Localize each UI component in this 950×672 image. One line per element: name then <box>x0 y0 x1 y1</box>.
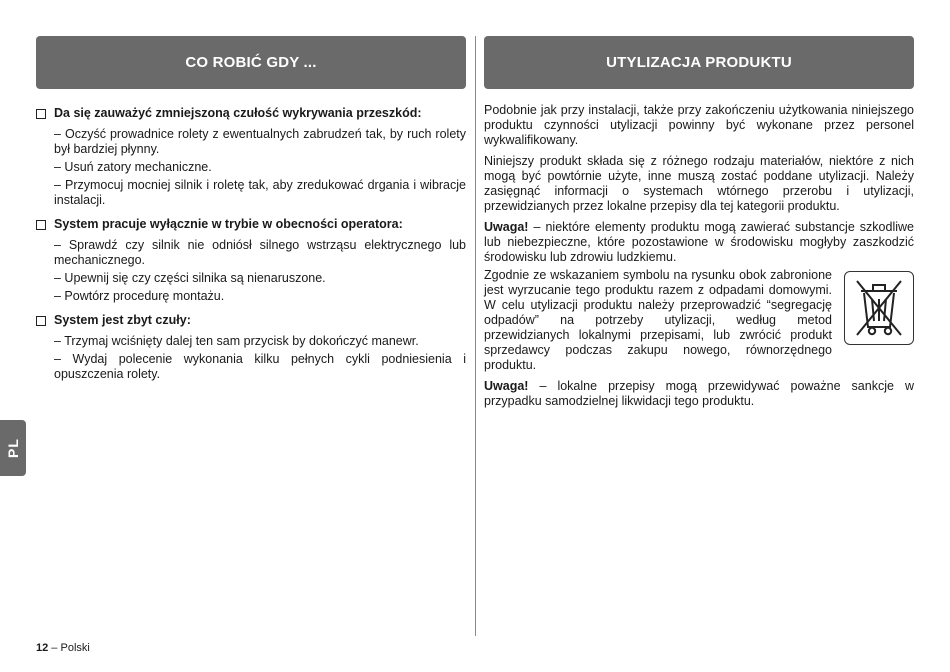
checkbox-bullet-icon <box>36 316 46 326</box>
section-heading-text: Da się zauważyć zmniejszoną czułość wykrywania przeszkód: <box>54 106 422 120</box>
section-heading <box>36 106 466 121</box>
list-item: – Usuń zatory mechaniczne. <box>54 160 212 174</box>
disposal-paragraph: Niniejszy produkt składa się z różnego rodzaju materiałów, niektóre z nich mogą być powtórnie użyte, inne muszą zostać poddane utylizacji. Należy zasięgnąć informacji o systemach wtórnego przerobu i utylizacji, przewidzianych przez lokalne przepisy dla tej kategorii produktu. <box>484 154 914 213</box>
warning-text: – lokalne przepisy mogą przewidywać poważne sankcje w przypadku samodzielnej likwidacji tego produktu. <box>484 379 914 408</box>
footer-separator: – <box>48 642 61 654</box>
warning-paragraph <box>484 376 914 409</box>
list-item: – Wydaj polecenie wykonania kilku pełnych cykli podniesienia i opuszczenia rolety. <box>54 352 466 381</box>
page-footer <box>36 642 90 654</box>
troubleshooting-section <box>36 217 466 304</box>
list-item: – Powtórz procedurę montażu. <box>54 289 225 303</box>
section-header-title: UTYLIZACJA PRODUKTU <box>606 54 792 71</box>
warning-label: Uwaga! <box>484 220 529 234</box>
language-side-tab <box>0 420 26 476</box>
section-header-troubleshooting <box>36 36 466 89</box>
list-item: – Upewnij się czy części silnika są nienaruszone. <box>54 271 326 285</box>
checkbox-bullet-icon <box>36 220 46 230</box>
section-header-title: CO ROBIĆ GDY ... <box>185 54 317 71</box>
list-item: – Sprawdź czy silnik nie odniósł silnego wstrząsu elektrycznego lub mechanicznego. <box>54 238 466 267</box>
troubleshooting-column <box>36 100 466 391</box>
disposal-paragraph: Podobnie jak przy instalacji, także przy zakończeniu użytkowania niniejszego produktu czynności utylizacji powinny być wykonane przez personel wykwalifikowany. <box>484 103 914 147</box>
section-heading <box>36 217 466 232</box>
footer-language: Polski <box>60 642 90 654</box>
warning-paragraph <box>484 217 914 265</box>
list-item: – Przymocuj mocniej silnik i roletę tak, aby zredukować drgania i wibracje instalacji. <box>54 178 466 207</box>
crossed-out-wheelie-bin-icon <box>844 271 914 345</box>
column-divider <box>475 36 476 636</box>
warning-label: Uwaga! <box>484 379 529 393</box>
section-heading <box>36 313 466 328</box>
warning-text: – niektóre elementy produktu mogą zawierać substancje szkodliwe lub niebezpieczne, które pozostawione w środowisku mogłyby zaszkodzić środowisku lub zdrowiu ludzkiemu. <box>484 220 914 264</box>
list-item: – Trzymaj wciśnięty dalej ten sam przycisk by dokończyć manewr. <box>54 334 419 348</box>
section-heading-text: System pracuje wyłącznie w trybie w obecności operatora: <box>54 217 403 231</box>
section-heading-text: System jest zbyt czuły: <box>54 313 191 327</box>
language-tab-label: PL <box>4 438 21 458</box>
disposal-paragraph: Zgodnie ze wskazaniem symbolu na rysunku obok zabronione jest wyrzucanie tego produktu razem z odpadami domowymi. W celu utylizacji produktu należy przeprowadzić “segregację odpadów” na potrzeby utylizacji, według metod przewidzianych lokalnymi przepisami, lub zwrócić produkt sprzedawcy podczas zakupu nowego, równorzędnego produktu. <box>484 268 832 372</box>
troubleshooting-section <box>36 106 466 208</box>
disposal-symbol-block <box>484 268 914 376</box>
checkbox-bullet-icon <box>36 109 46 119</box>
page-number: 12 <box>36 642 49 654</box>
section-header-disposal <box>484 36 914 89</box>
disposal-column <box>484 100 914 412</box>
list-item: – Oczyść prowadnice rolety z ewentualnych zabrudzeń tak, by ruch rolety był bardziej płynny. <box>54 127 466 156</box>
troubleshooting-section <box>36 313 466 382</box>
